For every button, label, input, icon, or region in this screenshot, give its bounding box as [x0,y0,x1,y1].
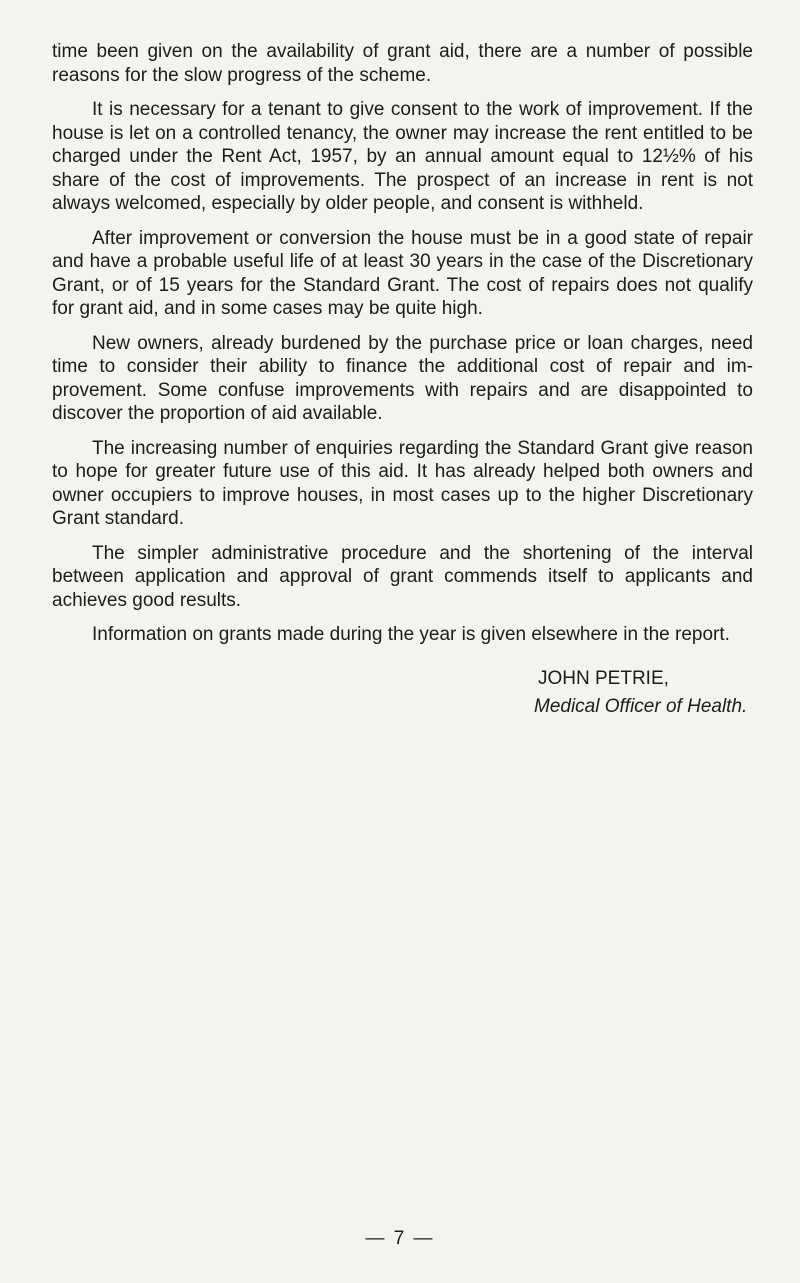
paragraph-standard-grant: The increasing number of enquiries regarding the Standard Grant give reason to hope for greater future use of this aid. It has already helped both owners and owner occupiers to improve houses, in most cases up to the higher Discretionary Grant standard. [52,437,753,529]
page-number: — 7 — [365,1228,435,1249]
paragraph-information: Information on grants made during the year is given elsewhere in the report. [92,624,730,645]
paragraph-continuation: time been given on the availability of grant aid, there are a number of possible reasons for the slow progress of the scheme. [52,41,753,86]
paragraph-new-owners: New owners, already burdened by the purchase price or loan charges, need time to consider their ability to finance the additional cost of repair and im-provement. Some confuse improvements with repairs and are disappointed to discover the proportion of aid available. [52,332,753,424]
paragraph-tenant-consent: It is necessary for a tenant to give consent to the work of improvement. If the house is let on a controlled tenancy, the owner may increase the rent entitled to be charged under the Rent Act, 1957, by an annual amount equal to 12½% of his share of the cost of improvements. The prospect of an increase in rent is not always welcomed, especially by older people, and consent is withheld. [52,99,753,214]
document-page [52,40,753,721]
signature-name: JOHN PETRIE, [538,667,669,689]
signature-block [52,665,753,721]
signature-title: Medical Officer of Health. [534,695,748,717]
paragraph-administrative-procedure: The simpler administrative procedure and the shortening of the interval between application and approval of grant commends itself to applicants and achieves good results. [52,542,753,611]
paragraph-repair-requirement: After improvement or conversion the house must be in a good state of repair and have a probable useful life of at least 30 years in the case of the Discretionary Grant, or of 15 years for the Standard Grant. The cost of repairs does not qualify for grant aid, and in some cases may be quite high. [52,227,753,319]
